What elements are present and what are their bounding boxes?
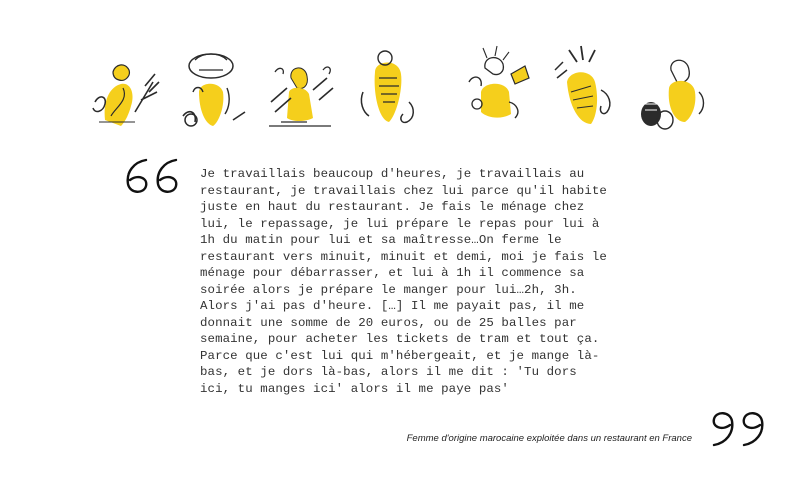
woman-with-broom-illustration [85,42,165,132]
quote-line: juste en haut du restaurant. Je fais le ménage chez [200,200,585,214]
quote-line: restaurant, je travaillais chez lui parce qu'il habite [200,183,607,198]
quote-line: ménage pour débarrasser, et lui à 1h il commence sa [200,266,585,280]
quote-attribution: Femme d'origine marocaine exploitée dans un restaurant en France [406,433,692,444]
woman-ironing-illustration [261,42,341,132]
quote-line: donnait une somme de 20 euros, ou de 25 balles par [200,315,577,330]
quote-line: restaurant vers minuit, minuit et demi, moi je fais le [200,249,607,264]
woman-carrying-bundle-illustration [349,42,429,132]
quote-line: semaine, pour acheter les tickets de tram et tout ça. [200,332,600,346]
woman-washing-dishes-illustration [459,42,539,132]
illustration-strip [85,42,715,132]
woman-cleaning-window-illustration [547,42,627,132]
quote-line: lui, le repassage, je lui prépare le repas pour lui à [200,216,600,231]
woman-cooking-illustration [173,42,253,132]
quote-line: Je travaillais beaucoup d'heures, je travaillais au [200,167,585,181]
quote-line: Parce que c'est lui qui m'hébergeait, et je mange là- [200,348,600,363]
close-quote-icon [700,405,770,455]
quote-line: soirée alors je prépare le manger pour lui…2h, 3h. [200,282,577,297]
woman-with-bags-illustration [635,42,715,132]
open-quote-icon [120,150,190,200]
quote-line: Alors j'ai pas d'heure. […] Il me payait pas, il me [200,299,585,313]
quote-body [200,166,715,397]
quote-line: ici, tu manges ici' alors il me paye pas' [200,381,509,396]
quote-line: bas, et je dors là-bas, alors il me dit : 'Tu dors [200,365,577,379]
quote-line: 1h du matin pour lui et sa maîtresse…On ferme le [200,233,562,247]
